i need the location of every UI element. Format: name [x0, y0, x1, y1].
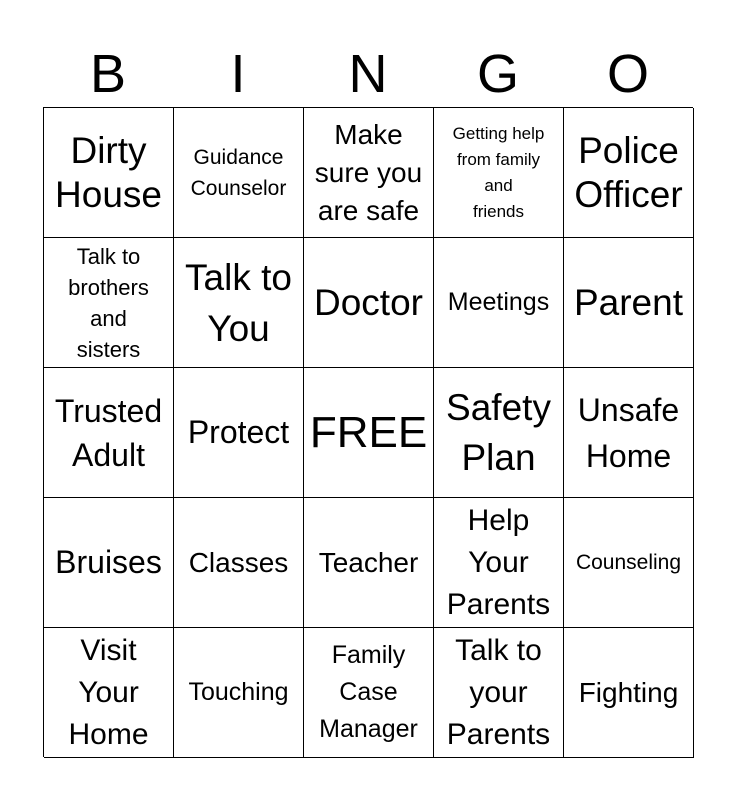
bingo-cell[interactable]: Talk to You	[174, 238, 304, 368]
bingo-cell[interactable]: Visit Your Home	[44, 628, 174, 758]
bingo-cell[interactable]: Doctor	[304, 238, 434, 368]
header-letter-n: N	[348, 44, 388, 104]
bingo-cell[interactable]: Counseling	[564, 498, 694, 628]
bingo-cell[interactable]: Talk to your Parents	[434, 628, 564, 758]
bingo-cell[interactable]: Family Case Manager	[304, 628, 434, 758]
bingo-cell[interactable]: Safety Plan	[434, 368, 564, 498]
bingo-cell[interactable]: Police Officer	[564, 108, 694, 238]
bingo-cell[interactable]: Dirty House	[44, 108, 174, 238]
bingo-cell[interactable]: Help Your Parents	[434, 498, 564, 628]
bingo-card-grid	[43, 107, 693, 757]
bingo-cell[interactable]: Fighting	[564, 628, 694, 758]
bingo-cell[interactable]: Unsafe Home	[564, 368, 694, 498]
bingo-cell[interactable]: Bruises	[44, 498, 174, 628]
bingo-header	[43, 40, 693, 108]
bingo-cell[interactable]: Parent	[564, 238, 694, 368]
bingo-cell[interactable]: Trusted Adult	[44, 368, 174, 498]
header-letter-i: I	[230, 44, 246, 104]
bingo-cell[interactable]: Classes	[174, 498, 304, 628]
bingo-cell[interactable]: Protect	[174, 368, 304, 498]
bingo-cell[interactable]: Talk to brothers and sisters	[44, 238, 174, 368]
header-letter-o: O	[606, 44, 649, 104]
bingo-cell[interactable]: Teacher	[304, 498, 434, 628]
bingo-cell[interactable]: Meetings	[434, 238, 564, 368]
bingo-cell[interactable]: Guidance Counselor	[174, 108, 304, 238]
bingo-cell[interactable]: Make sure you are safe	[304, 108, 434, 238]
bingo-cell[interactable]: Getting help from family and friends	[434, 108, 564, 238]
bingo-cell[interactable]: Touching	[174, 628, 304, 758]
header-letter-b: B	[89, 44, 127, 104]
header-letter-g: G	[476, 44, 519, 104]
bingo-cell[interactable]: FREE	[304, 368, 434, 498]
